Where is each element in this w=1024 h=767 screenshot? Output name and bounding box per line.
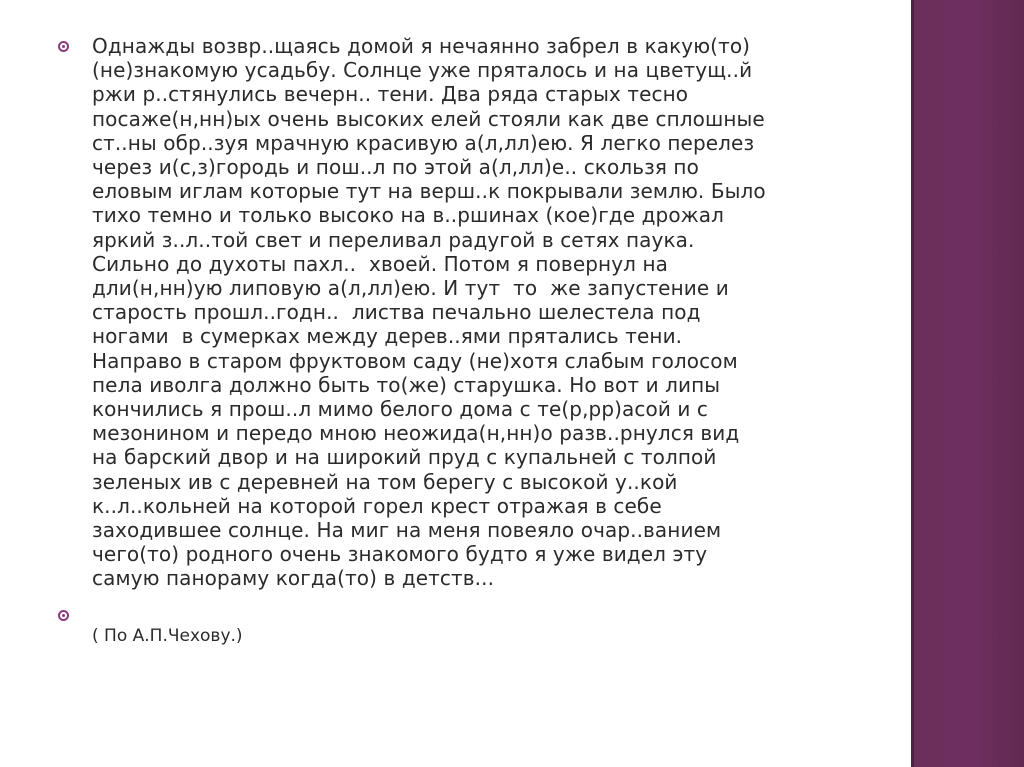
passage-line: яркий з..л..той свет и переливал радугой в сетях паука.: [92, 227, 695, 252]
passage-line: Направо в старом фруктовом саду (не)хотя слабым голосом: [92, 348, 738, 373]
passage-line: на барский двор и на широкий пруд с купальней с толпой: [92, 445, 717, 470]
passage-line: Сильно до духоты пахл.. хвоей. Потом я повернул на: [92, 251, 668, 276]
bullet-item-attribution: [58, 603, 858, 647]
attribution-text: ( По А.П.Чехову.): [92, 625, 243, 646]
passage-line: к..л..кольней на которой горел крест отражая в себе: [92, 493, 662, 518]
passage-line: через и(с,з)городь и пош..л по этой а(л,лл)е.. скользя по: [92, 155, 699, 180]
passage-line: чего(то) родного очень знакомого будто я уже видел эту: [92, 542, 708, 567]
passage-line: мезонином и передо мною неожида(н,нн)о разв..рнулся вид: [92, 421, 740, 446]
passage-line: зеленых ив с деревней на том берегу с высокой у..кой: [92, 469, 678, 494]
passage-line: ногами в сумерках между дерев..ями прятались тени.: [92, 324, 683, 349]
bullet-list: [58, 34, 858, 647]
passage-line: кончились я прош..л мимо белого дома с те(р,рр)асой и с: [92, 397, 709, 422]
passage-line: еловым иглам которые тут на верш..к покрывали землю. Было: [92, 179, 766, 204]
bullet-circle-icon: [58, 610, 69, 621]
passage-line: ржи р..стянулись вечерн.. тени. Два ряда старых тесно: [92, 82, 689, 107]
passage-line: старость прошл..годн.. листва печально шелестела под: [92, 300, 701, 325]
passage-text: [92, 34, 858, 591]
passage-line: (не)знакомую усадьбу. Солнце уже пряталось и на цветущ..й: [92, 58, 753, 83]
passage-line: посаже(н,нн)ых очень высоких елей стояли как две сплошные: [92, 106, 765, 131]
passage-line: тихо темно и только высоко на в..ршинах (кое)где дрожал: [92, 203, 725, 228]
passage-line: пела иволга должно быть то(же) старушка. Но вот и липы: [92, 372, 721, 397]
bullet-circle-icon: [58, 41, 69, 52]
passage-line: ст..ны обр..зуя мрачную красивую а(л,лл)ею. Я легко перелез: [92, 130, 755, 155]
passage-line: заходившее солнце. На миг на меня повеяло очар..ванием: [92, 518, 722, 543]
passage-line: дли(н,нн)ую липовую а(л,лл)ею. И тут то же запустение и: [92, 276, 729, 301]
side-decor-strip: [914, 0, 1024, 767]
passage-line: самую панораму когда(то) в детств...: [92, 566, 495, 591]
bullet-item-passage: [58, 34, 858, 591]
passage-line: Однажды возвр..щаясь домой я нечаянно забрел в какую(то): [92, 34, 751, 58]
